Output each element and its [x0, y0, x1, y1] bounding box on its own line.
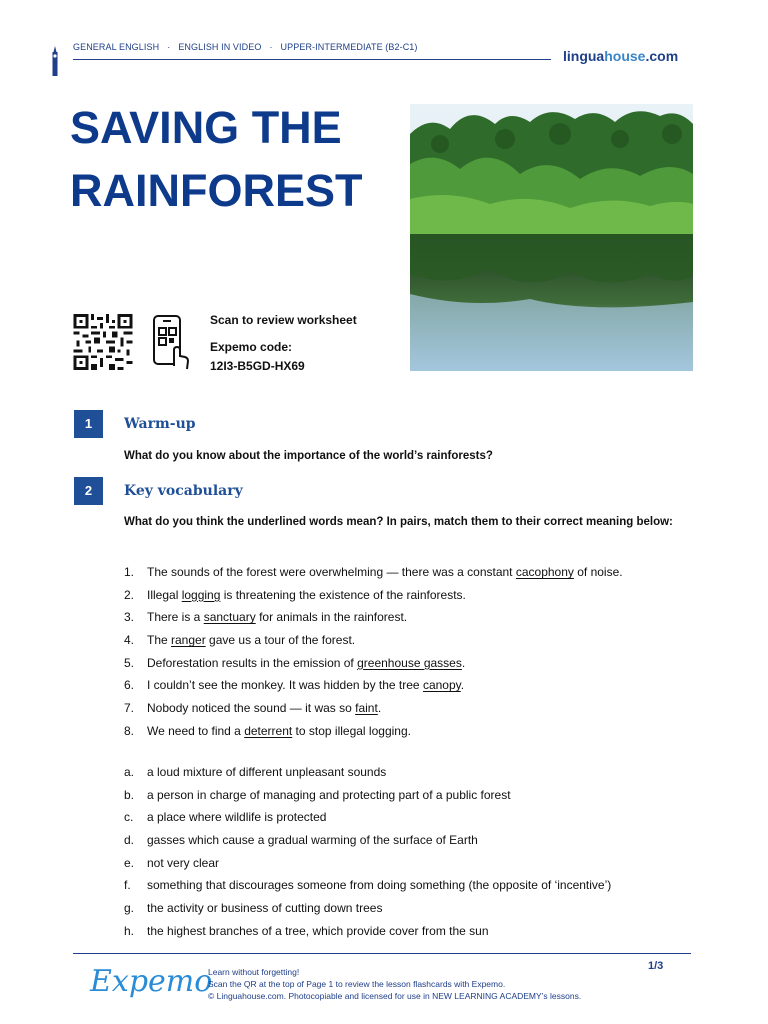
qr-code-icon[interactable]	[73, 314, 133, 370]
page-title	[70, 96, 363, 222]
item-letter: b.	[124, 787, 135, 802]
list-item	[124, 852, 611, 875]
section-title-key-vocabulary: Key vocabulary	[124, 483, 243, 499]
vocabulary-word: deterrent	[244, 723, 293, 738]
header-divider	[73, 59, 551, 60]
item-number: 5.	[124, 655, 135, 670]
sentence-text: We need to find a	[147, 723, 245, 738]
list-item	[124, 784, 611, 807]
list-item	[124, 829, 611, 852]
item-number: 1.	[124, 565, 135, 579]
breadcrumb-separator: ·	[269, 42, 273, 52]
vocabulary-word: faint	[355, 701, 378, 716]
page-number: 1/3	[648, 960, 664, 972]
meaning-text: the activity or business of cutting down trees	[147, 901, 383, 916]
list-item	[124, 720, 623, 743]
expemo-logo[interactable]: Expemo	[90, 964, 213, 999]
section-title-warm-up: Warm-up	[124, 416, 196, 432]
sentence-text: of noise.	[573, 565, 623, 579]
list-item	[124, 584, 623, 607]
breadcrumb-separator: ·	[167, 42, 171, 52]
footer-instruction: Scan the QR at the top of Page 1 to review the lesson flashcards with Expemo.	[208, 979, 506, 989]
list-item	[124, 606, 623, 629]
item-letter: f.	[124, 878, 131, 893]
sentence-text: There is a	[147, 610, 204, 625]
big-ben-icon	[50, 46, 60, 76]
sentence-text: The sounds of the forest were overwhelming — there was a constant	[147, 565, 516, 579]
footer-text	[208, 966, 581, 1002]
sentence-text: .	[460, 678, 465, 693]
sentence-text: gave us a tour of the forest.	[205, 633, 356, 648]
item-letter: e.	[124, 855, 135, 870]
breadcrumb-level[interactable]: UPPER-INTERMEDIATE (B2-C1)	[280, 42, 418, 52]
item-number: 4.	[124, 633, 135, 648]
section-number: 2	[74, 477, 103, 505]
breadcrumb	[73, 42, 418, 52]
list-item	[124, 806, 611, 829]
meaning-text: a person in charge of managing and protecting part of a public forest	[147, 787, 511, 802]
meaning-text: not very clear	[147, 855, 220, 870]
brand-part-house: house	[604, 48, 646, 64]
list-item	[124, 674, 623, 697]
vocabulary-word: canopy	[422, 678, 461, 693]
list-item	[124, 652, 623, 675]
rainforest-photo	[410, 104, 693, 371]
list-item	[124, 697, 623, 720]
footer-copyright: © Linguahouse.com. Photocopiable and licensed for use in NEW LEARNING ACADEMY’s lessons.	[208, 991, 582, 1001]
item-letter: g.	[124, 901, 135, 916]
meaning-text: a place where wildlife is protected	[147, 810, 327, 825]
breadcrumb-english-in-video[interactable]: ENGLISH IN VIDEO	[178, 42, 262, 52]
item-letter: a.	[124, 765, 135, 779]
sentence-list	[124, 561, 623, 743]
item-letter: h.	[124, 923, 135, 938]
item-number: 8.	[124, 723, 135, 738]
list-item	[124, 761, 611, 784]
vocabulary-word: cacophony	[515, 565, 574, 579]
title-line-1: SAVING THE	[70, 102, 342, 153]
expemo-code-label: Expemo code:	[210, 340, 293, 354]
sentence-text: is threatening the existence of the rainforests.	[220, 587, 466, 602]
sentence-text: Illegal	[147, 587, 182, 602]
sentence-text: The	[147, 633, 172, 648]
title-line-2: RAINFOREST	[70, 165, 363, 216]
scan-info	[210, 311, 357, 376]
sentence-text: .	[461, 655, 466, 670]
section-number: 1	[74, 410, 103, 438]
phone-scan-icon	[152, 314, 190, 371]
list-item	[124, 561, 623, 584]
brand-part-lingua: lingua	[563, 48, 605, 64]
list-item	[124, 629, 623, 652]
expemo-code: 12I3-B5GD-HX69	[210, 359, 305, 373]
item-number: 3.	[124, 610, 135, 625]
sentence-text: I couldn’t see the monkey. It was hidden by the tree	[147, 678, 423, 693]
sentence-text: to stop illegal logging.	[292, 723, 411, 738]
vocabulary-question: What do you think the underlined words mean? In pairs, match them to their correct meaning below:	[124, 516, 673, 528]
item-letter: c.	[124, 810, 134, 825]
item-letter: d.	[124, 833, 135, 848]
list-item	[124, 897, 611, 920]
meaning-text: the highest branches of a tree, which provide cover from the sun	[147, 923, 489, 938]
sentence-text: Deforestation results in the emission of	[147, 655, 358, 670]
brand-logo[interactable]	[563, 48, 678, 64]
list-item	[124, 874, 611, 897]
meaning-text: something that discourages someone from doing something (the opposite of ‘incentive’)	[147, 878, 612, 893]
meaning-list	[124, 761, 611, 943]
sentence-text: .	[377, 701, 382, 716]
meaning-text: a loud mixture of different unpleasant sounds	[147, 765, 387, 779]
sentence-text: for animals in the rainforest.	[255, 610, 408, 625]
vocabulary-word: ranger	[171, 633, 206, 648]
item-number: 2.	[124, 587, 135, 602]
brand-part-com: .com	[645, 48, 679, 64]
warm-up-question: What do you know about the importance of the world’s rainforests?	[124, 450, 493, 462]
sentence-text: Nobody noticed the sound — it was so	[147, 701, 356, 716]
footer-tagline: Learn without forgetting!	[208, 967, 300, 977]
vocabulary-word: sanctuary	[203, 610, 256, 625]
item-number: 6.	[124, 678, 135, 693]
scan-label: Scan to review worksheet	[210, 313, 357, 327]
vocabulary-word: greenhouse gasses	[357, 655, 462, 670]
vocabulary-word: logging	[181, 587, 221, 602]
item-number: 7.	[124, 701, 135, 716]
footer-divider	[73, 953, 691, 954]
meaning-text: gasses which cause a gradual warming of the surface of Earth	[147, 833, 478, 848]
list-item	[124, 920, 611, 943]
breadcrumb-general-english[interactable]: GENERAL ENGLISH	[73, 42, 160, 52]
